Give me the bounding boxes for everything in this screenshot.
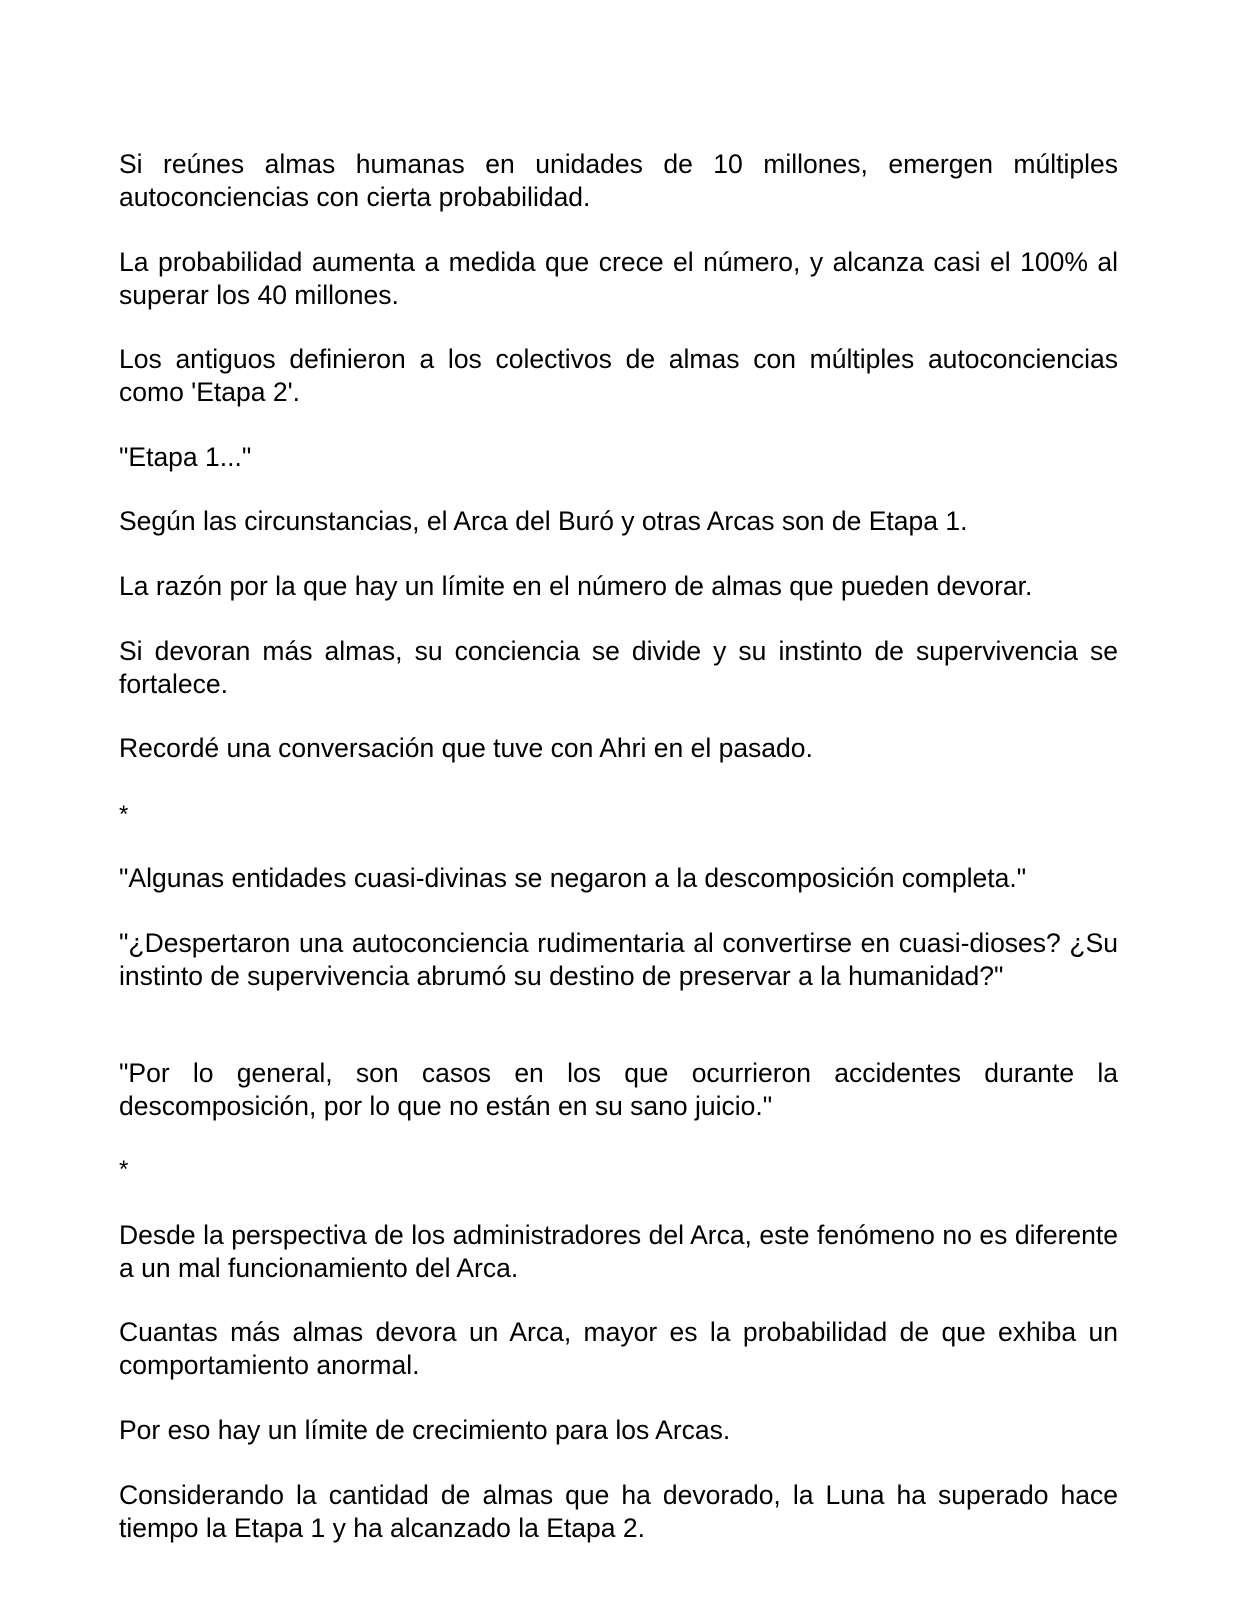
- paragraph-10: "¿Despertaron una autoconciencia rudimentaria al convertirse en cuasi-dioses? ¿Su instinto de supervivencia abrumó su destino de preservar a la humanidad?": [119, 928, 1118, 991]
- paragraph-8: Recordé una conversación que tuve con Ahri en el pasado.: [119, 733, 813, 763]
- paragraph-4: "Etapa 1...": [119, 442, 252, 472]
- paragraph-5: Según las circunstancias, el Arca del Buró y otras Arcas son de Etapa 1.: [119, 506, 968, 536]
- paragraph-6: La razón por la que hay un límite en el número de almas que pueden devorar.: [119, 571, 1033, 601]
- section-separator-2: *: [119, 1156, 129, 1183]
- paragraph-13: Cuantas más almas devora un Arca, mayor es la probabilidad de que exhiba un comportamiento anormal.: [119, 1317, 1118, 1380]
- paragraph-7: Si devoran más almas, su conciencia se divide y su instinto de supervivencia se fortalece.: [119, 636, 1118, 699]
- paragraph-9: "Algunas entidades cuasi-divinas se negaron a la descomposición completa.": [119, 863, 1027, 893]
- paragraph-12: Desde la perspectiva de los administradores del Arca, este fenómeno no es diferente a un mal funcionamiento del Arca.: [119, 1220, 1118, 1283]
- paragraph-15: Considerando la cantidad de almas que ha devorado, la Luna ha superado hace tiempo la Etapa 1 y ha alcanzado la Etapa 2.: [119, 1480, 1118, 1543]
- paragraph-1: Si reúnes almas humanas en unidades de 10 millones, emergen múltiples autoconciencias con cierta probabilidad.: [119, 149, 1118, 212]
- paragraph-14: Por eso hay un límite de crecimiento para los Arcas.: [119, 1415, 731, 1445]
- paragraph-3: Los antiguos definieron a los colectivos de almas con múltiples autoconciencias como 'Etapa 2'.: [119, 344, 1118, 407]
- paragraph-2: La probabilidad aumenta a medida que crece el número, y alcanza casi el 100% al superar los 40 millones.: [119, 247, 1118, 310]
- section-separator-1: *: [119, 801, 129, 828]
- paragraph-11: "Por lo general, son casos en los que ocurrieron accidentes durante la descomposición, por lo que no están en su sano juicio.": [119, 1058, 1118, 1121]
